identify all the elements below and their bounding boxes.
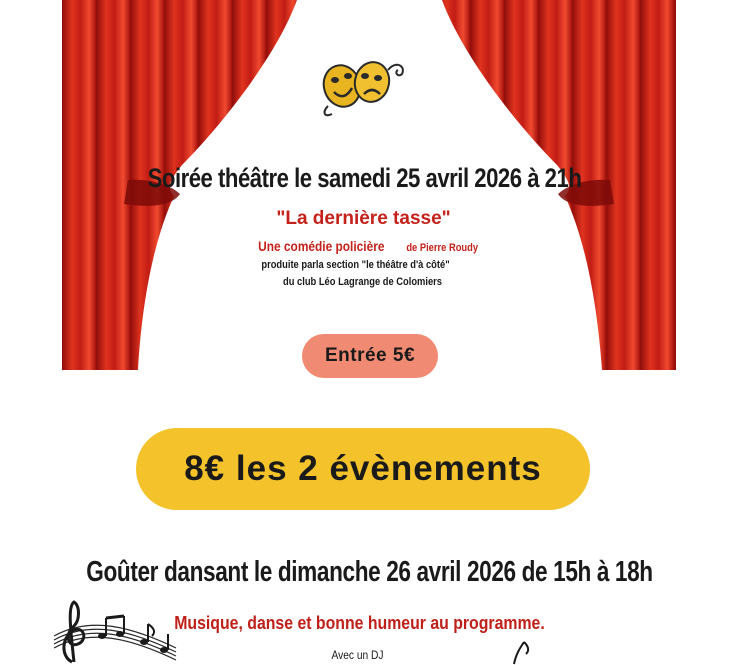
combo-offer-banner	[136, 428, 590, 510]
dance-title: Goûter dansant le dimanche 26 avril 2026 de 15h à 18h	[86, 556, 653, 588]
entry-price-badge	[302, 334, 438, 378]
theatre-title: Soirée théâtre le samedi 25 avril 2026 à 21h	[147, 163, 582, 193]
play-genre: Une comédie policière	[257, 238, 385, 254]
music-note-icon	[506, 640, 536, 665]
dance-tagline: Musique, danse et bonne humeur au programme.	[174, 613, 545, 633]
play-author: de Pierre Roudy	[406, 242, 478, 254]
produced-by: produite parla section "le théâtre d'à côté"	[261, 259, 450, 271]
dj-note: Avec un DJ	[331, 648, 384, 662]
combo-offer-text: 8€ les 2 évènements	[184, 449, 542, 488]
play-genre-line	[0, 238, 733, 256]
music-notes-icon	[50, 596, 180, 665]
entry-price: Entrée 5€	[324, 345, 416, 366]
theatre-masks-icon	[318, 56, 414, 118]
play-title: "La dernière tasse"	[276, 208, 451, 229]
club-name: du club Léo Lagrange de Colomiers	[283, 276, 442, 288]
